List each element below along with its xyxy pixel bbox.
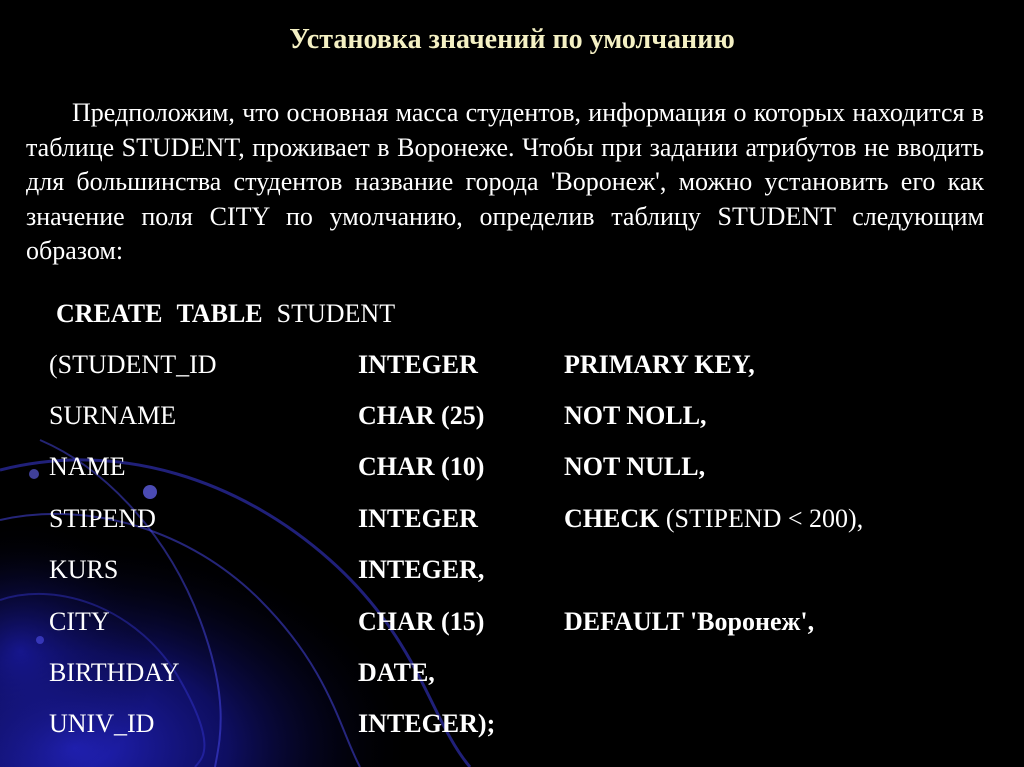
code-row-city	[0, 605, 1024, 639]
field-name: STIPEND	[49, 504, 156, 533]
table-name: STUDENT	[276, 299, 396, 328]
field-name: (STUDENT_ID	[49, 350, 217, 379]
field-name: CITY	[49, 607, 110, 636]
create-table-line	[56, 297, 395, 331]
field-type: INTEGER,	[358, 555, 485, 584]
field-name: KURS	[49, 555, 119, 584]
field-constraint	[564, 348, 755, 382]
field-type: INTEGER	[358, 350, 478, 379]
code-row-univ-id	[0, 707, 1024, 741]
constraint-keyword: CHECK	[564, 504, 660, 533]
field-type: INTEGER);	[358, 709, 496, 738]
field-name: BIRTHDAY	[49, 658, 180, 687]
field-type: INTEGER	[358, 504, 478, 533]
constraint-keyword: PRIMARY KEY,	[564, 350, 755, 379]
code-row-student-id	[0, 348, 1024, 382]
field-constraint	[564, 399, 707, 433]
field-type: DATE,	[358, 658, 435, 687]
field-constraint	[564, 450, 705, 484]
create-keyword: CREATE	[56, 299, 163, 328]
code-row-kurs	[0, 553, 1024, 587]
code-row-name	[0, 450, 1024, 484]
slide-title: Установка значений по умолчанию	[289, 24, 735, 55]
field-constraint	[564, 605, 814, 639]
code-row-stipend	[0, 502, 1024, 536]
constraint-keyword: NOT NULL,	[564, 452, 706, 481]
intro-paragraph: Предположим, что основная масса студентов, информация о которых находится в таблице STUDENT, проживает в Воронеже. Чтобы при задании атрибутов не вводить для большинства студентов название города 'Воронеж', можно установить его как значение поля CITY по умолчанию, определив таблицу STUDENT следующим образом:	[26, 98, 984, 265]
field-constraint	[564, 502, 863, 536]
constraint-keyword: NOT NOLL,	[564, 401, 707, 430]
field-type: CHAR (25)	[358, 401, 485, 430]
constraint-keyword: DEFAULT 'Воронеж',	[564, 607, 815, 636]
code-row-surname	[0, 399, 1024, 433]
field-type: CHAR (10)	[358, 452, 485, 481]
field-name: SURNAME	[49, 401, 177, 430]
field-name: UNIV_ID	[49, 709, 155, 738]
code-row-birthday	[0, 656, 1024, 690]
constraint-expression: (STIPEND < 200),	[659, 504, 864, 533]
table-keyword: TABLE	[176, 299, 263, 328]
field-type: CHAR (15)	[358, 607, 485, 636]
field-name: NAME	[49, 452, 126, 481]
